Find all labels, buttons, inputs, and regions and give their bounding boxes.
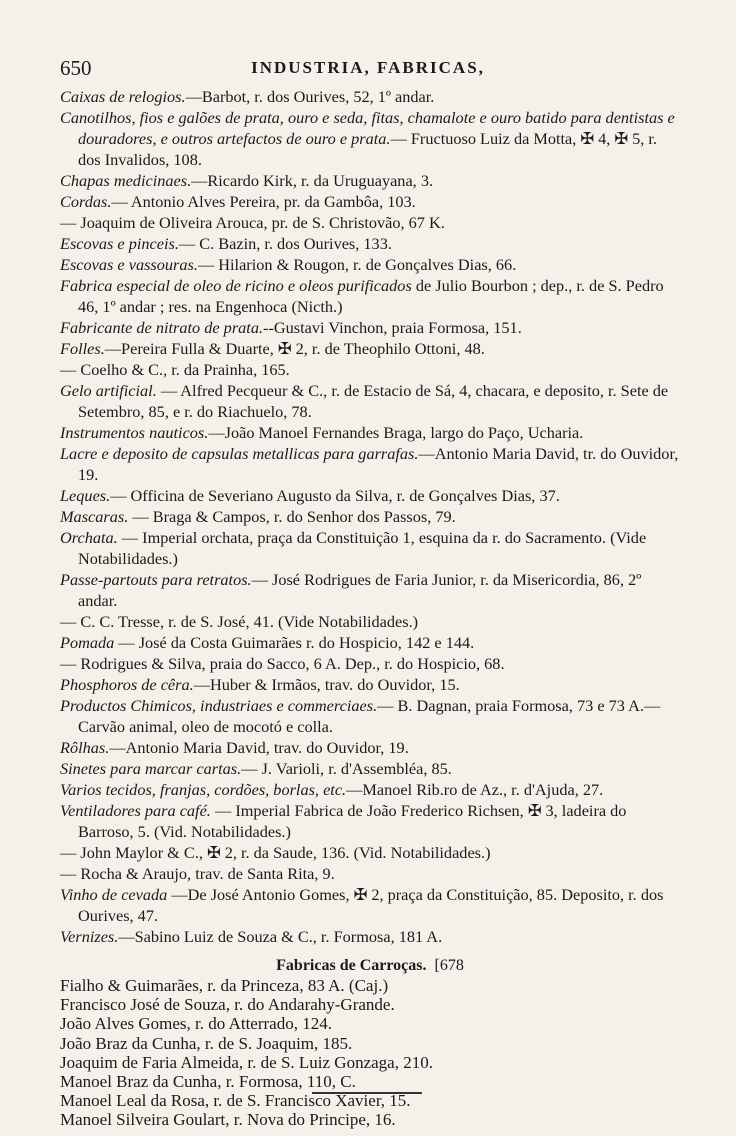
entry-category: Instrumentos nauticos. — [60, 423, 209, 442]
directory-entry — [60, 800, 680, 842]
directory-entry — [60, 212, 680, 233]
entry-category: Ventiladores para café. — [60, 801, 211, 820]
section-reference: [678 — [434, 957, 464, 974]
entry-category: Orchata. — [60, 528, 118, 547]
directory-entry — [60, 275, 680, 317]
directory-entry — [60, 863, 680, 884]
directory-entry — [60, 695, 680, 737]
entry-text: — Rodrigues & Silva, praia do Sacco, 6 A. Dep., r. do Hospicio, 68. — [60, 654, 505, 673]
list-item: Manoel Leal da Rosa, r. de S. Francisco Xavier, 15. — [60, 1091, 411, 1111]
directory-entry — [60, 632, 680, 653]
entry-category: Leques. — [60, 486, 111, 505]
entry-text: --Gustavi Vinchon, praia Formosa, 151. — [263, 318, 522, 337]
entry-category: Cordas. — [60, 192, 112, 211]
directory-entries — [60, 86, 680, 1130]
directory-entry — [60, 674, 680, 695]
entry-category: Sinetes para marcar cartas. — [60, 759, 242, 778]
running-title: INDUSTRIA, FABRICAS, — [251, 58, 485, 77]
entry-text: — C. C. Tresse, r. de S. José, 41. (Vide Notabilidades.) — [60, 612, 419, 631]
entry-text: —Ricardo Kirk, r. da Uruguayana, 3. — [191, 171, 434, 190]
directory-entry — [60, 191, 680, 212]
entry-text: — José Rodrigues de Faria Junior, r. da Misericordia, 86, 2º andar. — [78, 570, 642, 610]
list-item: Francisco José de Souza, r. do Andarahy-Grande. — [60, 995, 395, 1015]
directory-entry — [60, 506, 680, 527]
directory-entry — [60, 380, 680, 422]
entry-text: — Braga & Campos, r. do Senhor dos Passos, 79. — [128, 507, 456, 526]
entry-text: — Rocha & Araujo, trav. de Santa Rita, 9. — [60, 864, 335, 883]
page-header — [60, 56, 676, 84]
page-number: 650 — [60, 56, 92, 80]
entry-text: — C. Bazin, r. dos Ourives, 133. — [178, 234, 392, 253]
section-list — [60, 976, 680, 1130]
directory-entry — [60, 254, 680, 275]
section-heading — [60, 955, 680, 976]
entry-text: — José da Costa Guimarães r. do Hospicio, 142 e 144. — [114, 633, 475, 652]
entry-text: — Hilarion & Rougon, r. de Gonçalves Dias, 66. — [197, 255, 517, 274]
entry-text: —Antonio Maria David, trav. do Ouvidor, 19. — [109, 738, 409, 757]
entry-text: — Antonio Alves Pereira, pr. da Gambôa, 103. — [111, 192, 416, 211]
directory-entry — [60, 317, 680, 338]
entry-text: — Coelho & C., r. da Prainha, 165. — [60, 360, 290, 379]
entry-category: Varios tecidos, franjas, cordões, borlas, etc. — [60, 780, 347, 799]
directory-entry — [60, 653, 680, 674]
entry-text: —Sabino Luiz de Souza & C., r. Formosa, 181 A. — [118, 927, 443, 946]
entry-category: Fabricante de nitrato de prata. — [60, 318, 264, 337]
list-item: Manoel Braz da Cunha, r. Formosa, 110, C. — [60, 1072, 356, 1092]
directory-entry — [60, 527, 680, 569]
closing-rule — [312, 1092, 422, 1094]
directory-entry — [60, 779, 680, 800]
entry-text: —Pereira Fulla & Duarte, ✠ 2, r. de Theophilo Ottoni, 48. — [104, 339, 485, 358]
entry-text: de Julio Bourbon ; dep., r. de S. Pedro 46, 1º andar ; res. na Engenhoca (Nicth.) — [78, 276, 664, 316]
directory-entry — [60, 233, 680, 254]
entry-list — [60, 86, 680, 947]
entry-category: Chapas medicinaes. — [60, 171, 192, 190]
entry-text: — Imperial Fabrica de João Frederico Richsen, ✠ 3, ladeira do Barroso, 5. (Vid. Notabilidades.) — [78, 801, 627, 841]
entry-text: — Alfred Pecqueur & C., r. de Estacio de Sá, 4, chacara, e deposito, r. Sete de Setembro, 85, e r. do Riachuelo, 78. — [78, 381, 669, 421]
directory-entry — [60, 758, 680, 779]
entry-text: — J. Varioli, r. d'Assembléa, 85. — [241, 759, 452, 778]
directory-entry — [60, 443, 680, 485]
entry-text: —João Manoel Fernandes Braga, largo do Paço, Ucharia. — [208, 423, 584, 442]
list-item: João Alves Gomes, r. do Atterrado, 124. — [60, 1014, 332, 1034]
directory-entry — [60, 107, 680, 170]
directory-entry — [60, 884, 680, 926]
directory-entry — [60, 926, 680, 947]
directory-entry — [60, 842, 680, 863]
entry-text: — Imperial orchata, praça da Constituição 1, esquina da r. do Sacramento. (Vide Notabilidades.) — [78, 528, 647, 568]
list-item: João Braz da Cunha, r. de S. Joaquim, 185. — [60, 1033, 353, 1053]
entry-category: Productos Chimicos, industriaes e commerciaes. — [60, 696, 378, 715]
entry-category: Vernizes. — [60, 927, 119, 946]
entry-category: Canotilhos, fios e galões de prata, ouro e seda, fitas, chamalote e ouro batido para dentistas e douradores, e outros artefactos de ouro e prata. — [60, 108, 675, 148]
entry-category: Passe-partouts para retratos. — [60, 570, 252, 589]
entry-category: Folles. — [60, 339, 105, 358]
entry-text: —Antonio Maria David, tr. do Ouvidor, 19. — [78, 444, 679, 484]
entry-category: Mascaras. — [60, 507, 129, 526]
directory-entry — [60, 737, 680, 758]
entry-category: Escovas e pinceis. — [60, 234, 179, 253]
entry-text: —Huber & Irmãos, trav. do Ouvidor, 15. — [193, 675, 460, 694]
list-item: Fialho & Guimarães, r. da Princeza, 83 A. (Caj.) — [60, 976, 389, 995]
entry-category: Fabrica especial de oleo de ricino e oleos purificados — [60, 276, 412, 295]
directory-entry — [60, 170, 680, 191]
entry-category: Pomada — [60, 633, 115, 652]
entry-category: Gelo artificial. — [60, 381, 157, 400]
directory-entry — [60, 611, 680, 632]
entry-category: Caixas de relogios. — [60, 87, 186, 106]
entry-category: Lacre e deposito de capsulas metallicas para garrafas. — [60, 444, 419, 463]
entry-category: Phosphoros de cêra. — [60, 675, 194, 694]
entry-text: — Officina de Severiano Augusto da Silva, r. de Gonçalves Dias, 37. — [110, 486, 560, 505]
entry-text: —Barbot, r. dos Ourives, 52, 1º andar. — [185, 87, 435, 106]
directory-entry — [60, 569, 680, 611]
entry-category: Rôlhas. — [60, 738, 110, 757]
entry-text: —De José Antonio Gomes, ✠ 2, praça da Constituição, 85. Deposito, r. dos Ourives, 47. — [78, 885, 664, 925]
list-item: Joaquim de Faria Almeida, r. de S. Luiz Gonzaga, 210. — [60, 1052, 433, 1072]
entry-text: — Fructuoso Luiz da Motta, ✠ 4, ✠ 5, r. dos Invalidos, 108. — [78, 129, 658, 169]
entry-category: Vinho de cevada — [60, 885, 168, 904]
entry-text: — Joaquim de Oliveira Arouca, pr. de S. Christovão, 67 K. — [60, 213, 445, 232]
directory-entry — [60, 359, 680, 380]
directory-entry — [60, 422, 680, 443]
directory-entry — [60, 86, 680, 107]
directory-entry — [60, 485, 680, 506]
directory-entry — [60, 338, 680, 359]
list-item: Manoel Silveira Goulart, r. Nova do Principe, 16. — [60, 1110, 396, 1130]
entry-category: Escovas e vassouras. — [60, 255, 198, 274]
entry-text: — B. Dagnan, praia Formosa, 73 e 73 A.— Carvão animal, oleo de mocotó e colla. — [78, 696, 661, 736]
section-title: Fabricas de Carroças. — [276, 957, 427, 974]
entry-text: —Manoel Rib.ro de Az., r. d'Ajuda, 27. — [346, 780, 604, 799]
entry-text: — John Maylor & C., ✠ 2, r. da Saude, 136. (Vid. Notabilidades.) — [60, 843, 491, 862]
